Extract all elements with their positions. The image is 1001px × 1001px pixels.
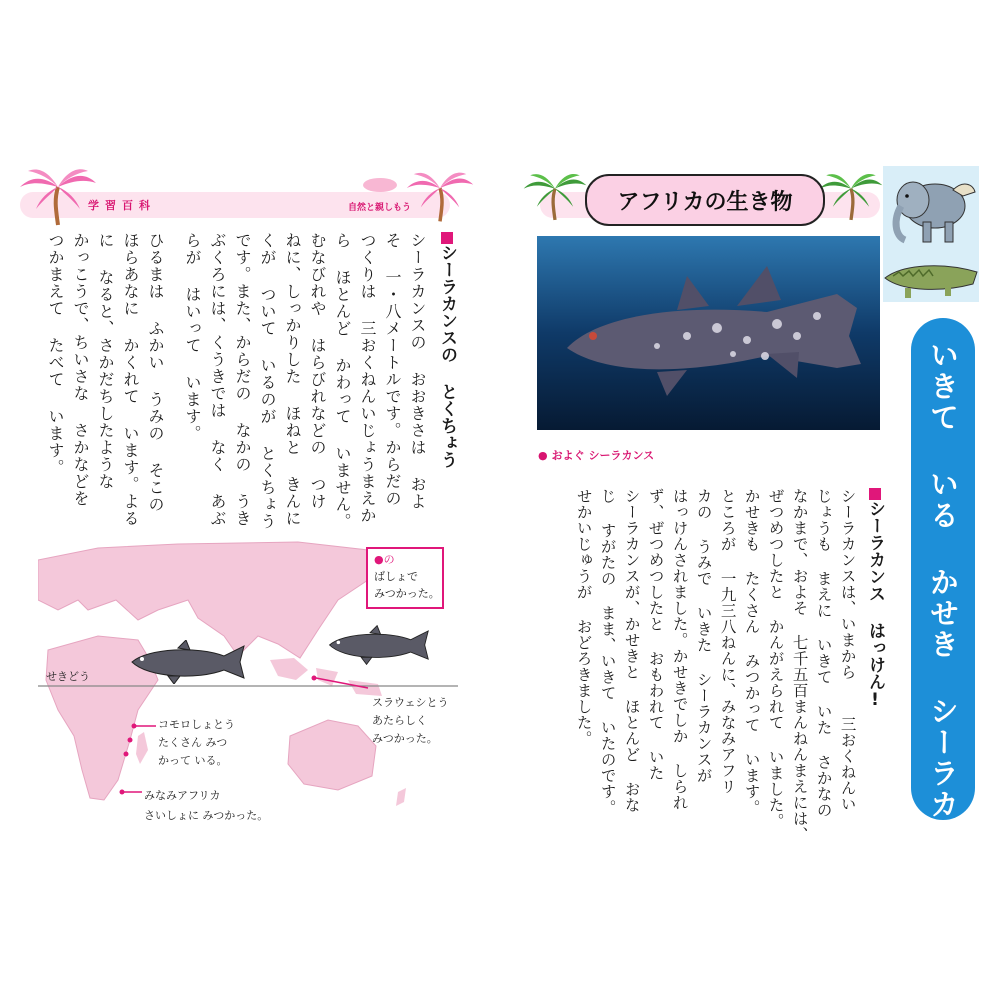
section-heading: シーラカンスの とくちょう	[434, 232, 460, 468]
coelacanth-photo	[537, 236, 880, 430]
body-column: ず、ぜつめつしたと おもわれて いた	[646, 488, 665, 781]
body-column: カの うみで いきた シーラカンスが	[694, 488, 713, 784]
equator-label: せきどう	[46, 670, 90, 683]
photo-caption: ● およぐ シーラカンス	[538, 449, 655, 462]
body-column: ひるまは ふかい うみの そこの	[146, 232, 165, 513]
cloud-icon	[362, 176, 398, 192]
body-column: ところが 一九三八ねんに、みなみアフリ	[718, 488, 737, 795]
heading-marker	[869, 488, 881, 500]
palm-tree-icon	[18, 165, 98, 227]
coelacanth-photo-image	[537, 236, 880, 430]
body-column: ぜつめつしたと かんがえられて いました。	[766, 488, 785, 829]
body-column: ほらあなに かくれて います。よる	[121, 232, 140, 527]
side-title: いきて いる かせき シーラカンス	[926, 340, 960, 882]
body-column: はっけんされました。かせきでしか しられ	[670, 488, 689, 811]
running-head-right: 自然と親しもう	[348, 203, 412, 213]
body-column: に なると、さかだちしたような	[96, 232, 115, 490]
body-column: らが はいって います。	[183, 232, 202, 442]
heading-marker	[441, 232, 453, 244]
sulawesi-label: スラウェシとう あたらしく みつかった。	[372, 696, 449, 745]
animal-illustration	[883, 166, 979, 302]
palm-tree-icon	[818, 166, 884, 226]
coelacanth-drawing	[326, 625, 430, 665]
body-column: むなびれや はらびれなどの つけ	[308, 232, 327, 510]
body-column: くが ついて いるのが とくちょう	[258, 232, 277, 530]
south-africa-label: みなみアフリカ さいしょに みつかった。	[144, 789, 269, 822]
body-column: 三おくねんい	[838, 716, 857, 812]
section-heading: シーラカンス はっけん!	[862, 488, 888, 710]
running-head-left: 学習百科	[88, 199, 156, 212]
body-column: じ すがたの まま、いきて いたのです。	[598, 488, 617, 816]
body-column: かせきも たくさん みつかって います。	[742, 488, 761, 816]
body-column: ぶくろには、くうきでは なく あぶ	[208, 232, 227, 527]
page-title: アフリカの生き物	[585, 174, 825, 226]
crocodile-icon	[883, 248, 979, 304]
body-column: です。また、からだの なかの うき	[233, 232, 252, 527]
map-legend: ●の ばしょで みつかった。	[366, 547, 444, 609]
comoros-label: コモロしょとう たくさん みつ かって いる。	[158, 718, 235, 767]
body-column: つくりは 三おくねんいじょうまえか	[358, 232, 377, 524]
body-column: シーラカンスは、いまから	[838, 488, 857, 680]
body-column: じょうも まえに いきて いた さかなの	[814, 488, 833, 818]
body-column: つかまえて たべて います。	[46, 232, 65, 476]
palm-tree-icon	[405, 165, 475, 227]
body-column: ら ほとんど かわって いません。	[333, 232, 352, 530]
elephant-icon	[883, 170, 979, 250]
right-body	[530, 488, 890, 848]
body-column: シーラカンスの おおきさは およ	[408, 232, 427, 510]
coelacanth-drawing	[128, 640, 246, 684]
body-column: シーラカンスが、かせきと ほとんど おな	[622, 488, 641, 813]
palm-tree-icon	[522, 166, 588, 226]
left-body	[26, 232, 461, 530]
body-column: なかまで、およそ 七千五百まんねんまえには、	[790, 488, 809, 843]
body-column: ねに、しっかりした ほねと きんに	[283, 232, 302, 527]
body-column: そ 一・八メートルです。からだの	[383, 232, 402, 507]
body-column: せかいじゅうが おどろきました。	[574, 488, 593, 747]
body-column: かっこうで、ちいさな さかなどを	[71, 232, 90, 507]
